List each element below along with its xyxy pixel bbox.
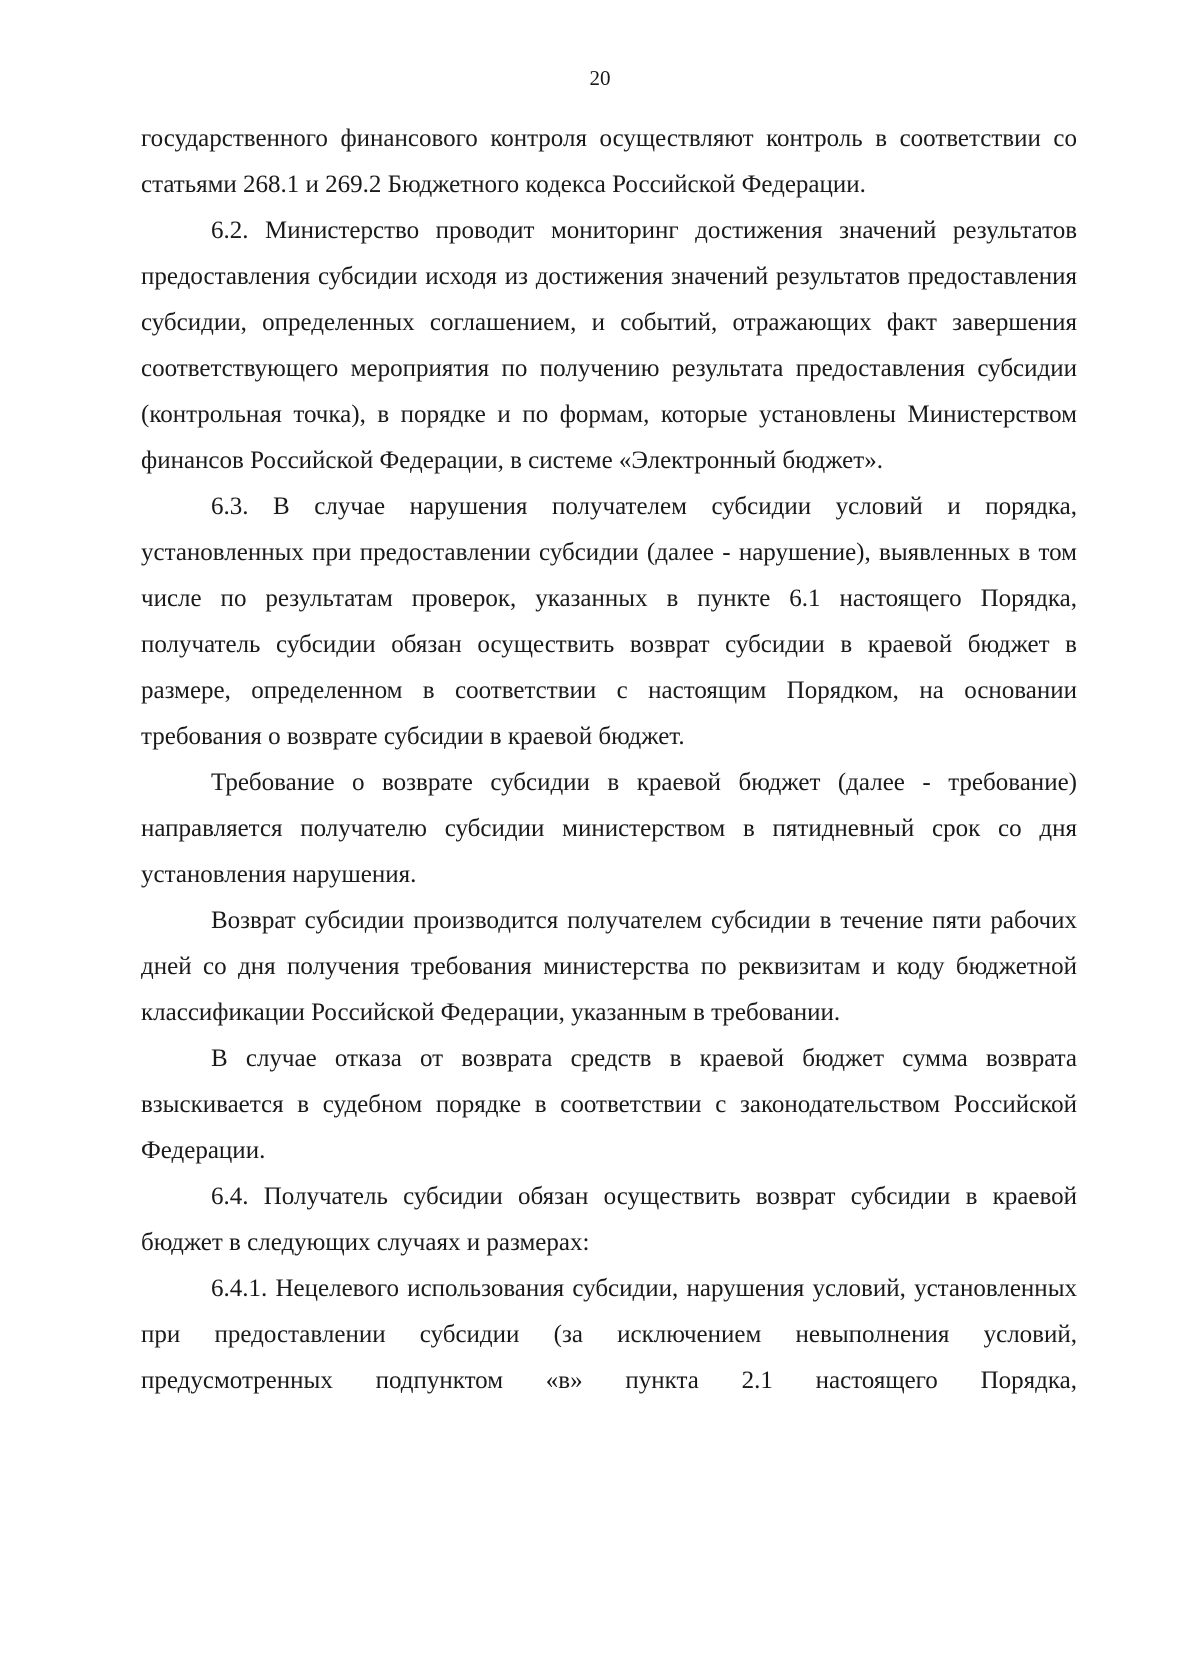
- paragraph-refund-term: Возврат субсидии производится получателем субсидии в течение пяти рабочих дней со дня получения требования министерства по реквизитам и коду бюджетной классификации Российской Федерации, указанным в требовании.: [141, 907, 1077, 1026]
- paragraph-6-4-1: 6.4.1. Нецелевого использования субсидии, нарушения условий, установленных при предоставлении субсидии (за исключением невыполнения условий, предусмотренных подпунктом «в» пункта 2.1 настоящего Порядка,: [141, 1275, 1077, 1394]
- paragraph-requirement: Требование о возврате субсидии в краевой бюджет (далее - требование) направляется получателю субсидии министерством в пятидневный срок со дня установления нарушения.: [141, 769, 1077, 888]
- document-body: [141, 116, 1077, 1404]
- paragraph-continuation: государственного финансового контроля осуществляют контроль в соответствии со статьями 268.1 и 269.2 Бюджетного кодекса Российской Федерации.: [141, 125, 1077, 198]
- page-number: 20: [589, 66, 611, 90]
- paragraph-6-4: 6.4. Получатель субсидии обязан осуществить возврат субсидии в краевой бюджет в следующих случаях и размерах:: [141, 1183, 1077, 1256]
- paragraph-refusal: В случае отказа от возврата средств в краевой бюджет сумма возврата взыскивается в судебном порядке в соответствии с законодательством Российской Федерации.: [141, 1045, 1077, 1164]
- paragraph-6-3: 6.3. В случае нарушения получателем субсидии условий и порядка, установленных при предоставлении субсидии (далее - нарушение), выявленных в том числе по результатам проверок, указанных в пункте 6.1 настоящего Порядка, получатель субсидии обязан осуществить возврат субсидии в краевой бюджет в размере, определенном в соответствии с настоящим Порядком, на основании требования о возврате субсидии в краевой бюджет.: [141, 493, 1077, 750]
- paragraph-6-2: 6.2. Министерство проводит мониторинг достижения значений результатов предоставления субсидии исходя из достижения значений результатов предоставления субсидии, определенных соглашением, и событий, отражающих факт завершения соответствующего мероприятия по получению результата предоставления субсидии (контрольная точка), в порядке и по формам, которые установлены Министерством финансов Российской Федерации, в системе «Электронный бюджет».: [141, 217, 1077, 474]
